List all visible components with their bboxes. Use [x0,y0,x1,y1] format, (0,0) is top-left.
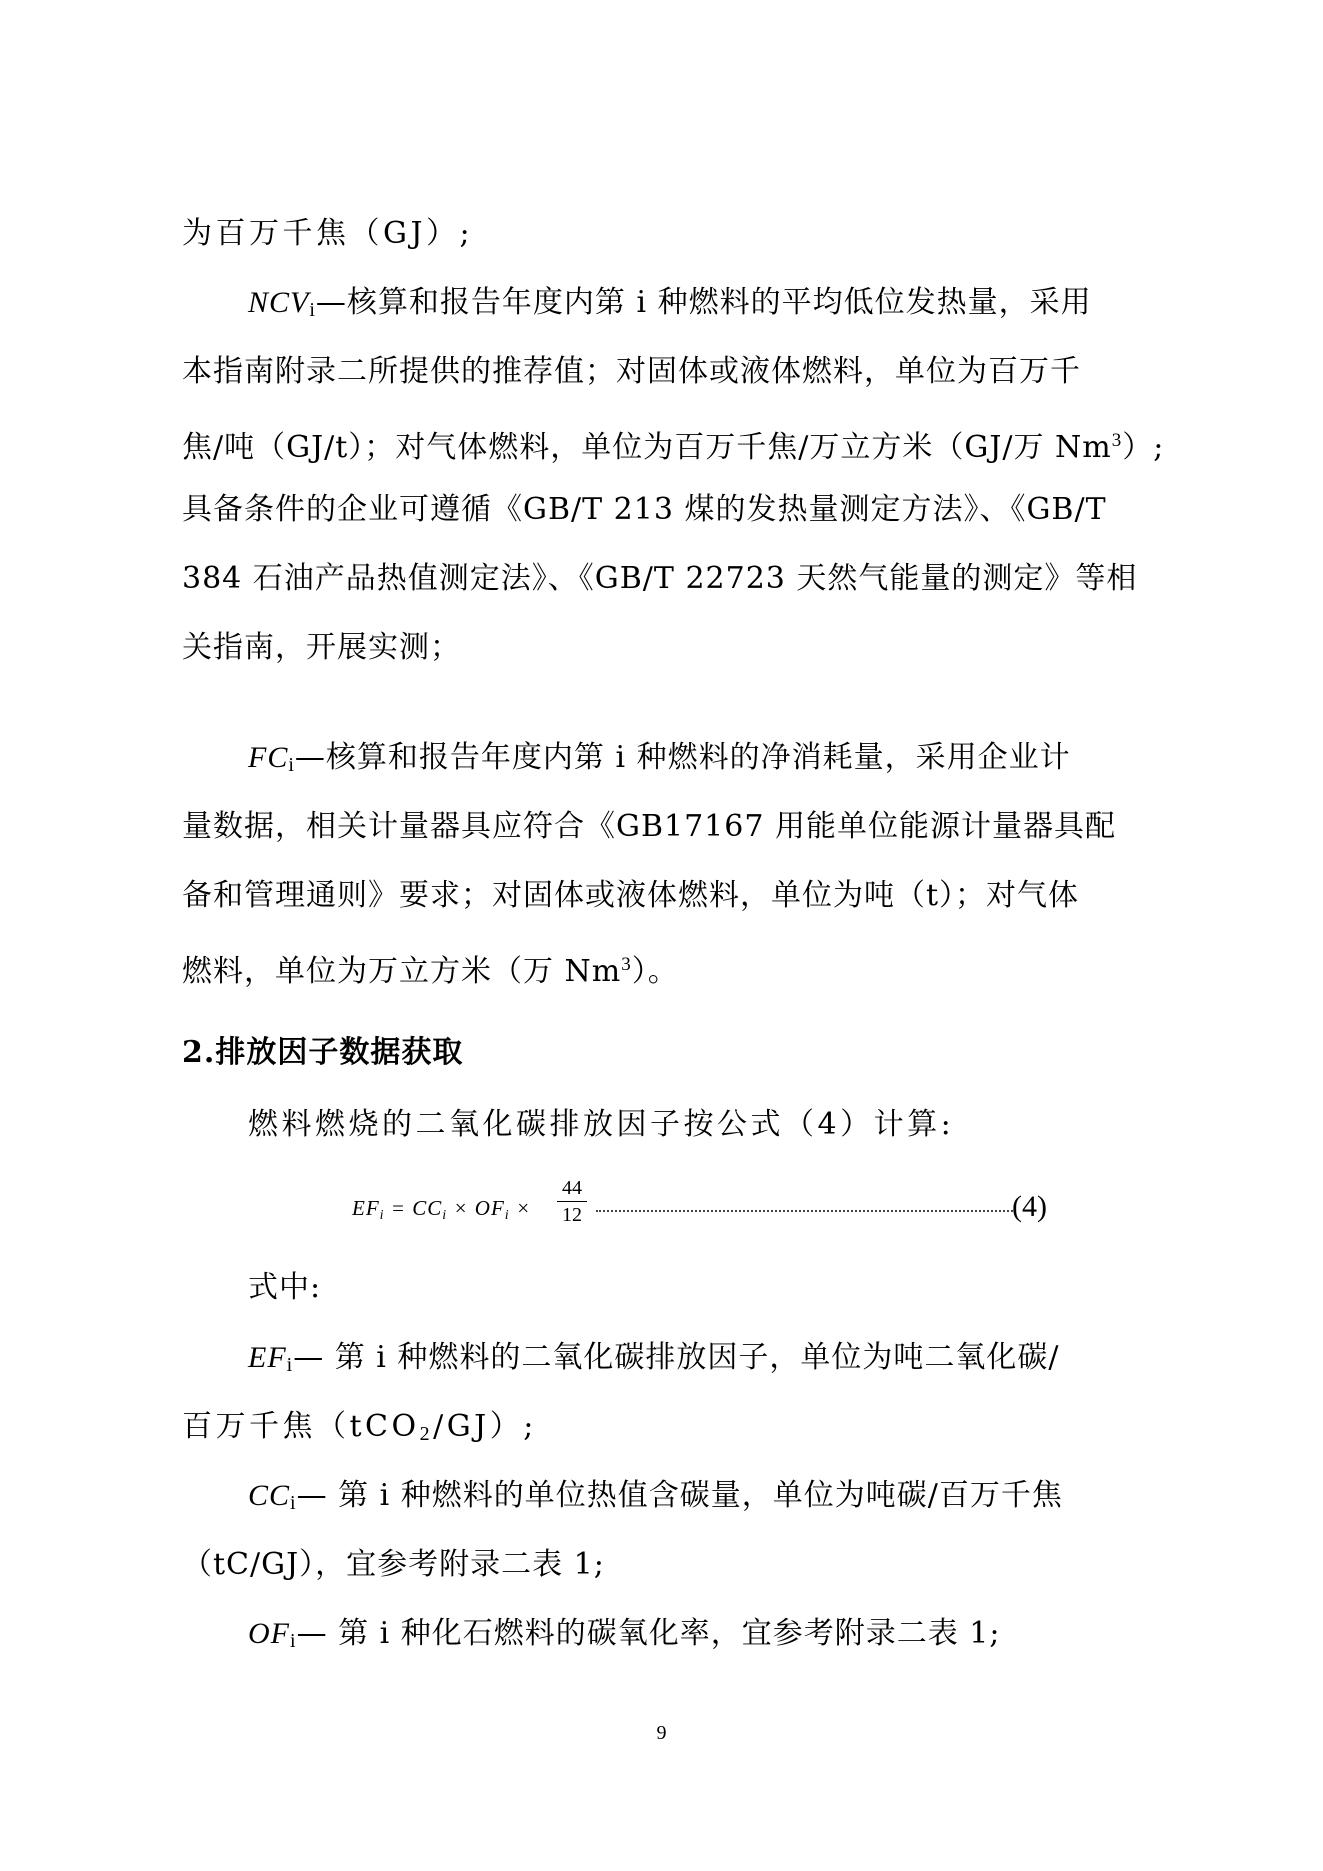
fc-definition-line [248,738,1208,785]
text-fragment: 本指南附录二所提供的推荐值；对固体或液体燃料，单位为百万千 [182,354,1081,389]
page-number: 9 [656,1722,667,1744]
text-fragment: 384 石油产品热值测定法》、《GB/T 22723 天然气能量的测定》等相 [182,561,1138,596]
text-fragment: — 第 i 种燃料的二氧化碳排放因子，单位为吨二氧化碳/ [293,1340,1060,1375]
text-fragment: — 第 i 种燃料的单位热值含碳量，单位为吨碳/百万千焦 [296,1478,1063,1513]
of-subscript: i [290,1630,297,1652]
text-line [182,876,1142,916]
cc-subscript: i [290,1492,297,1514]
text-fragment: 燃料，单位为万立方米（万 Nm [182,954,622,989]
cc-symbol: CC [248,1479,291,1512]
ef-subscript: i [286,1354,294,1376]
text-line [182,807,1142,847]
text-line [182,214,1142,254]
text-fragment: 具备条件的企业可遵循《GB/T 213 煤的发热量测定方法》、《GB/T [182,492,1107,527]
text-fragment: 燃料燃烧的二氧化碳排放因子按公式（4）计算: [248,1107,955,1142]
text-fragment: 2.排放因子数据获取 [182,1035,464,1070]
formula-subscript: i [379,1208,385,1223]
text-fragment: 百万千焦（tCO [182,1409,420,1444]
superscript: 3 [1111,430,1123,451]
text-line [248,1105,1208,1145]
text-line [182,490,1142,530]
formula-number: (4) [1012,1190,1047,1223]
text-line [182,559,1142,599]
ef-definition-line [248,1338,1208,1385]
text-line [182,1407,1142,1454]
text-fragment: ）。 [631,954,679,989]
text-line [182,1545,1142,1585]
fraction-denominator: 12 [562,1204,582,1226]
text-fragment: —核算和报告年度内第 i 种燃料的平均低位发热量，采用 [315,285,1092,320]
text-fragment: — 第 i 种化石燃料的碳氧化率，宜参考附录二表 1; [296,1616,1001,1651]
fraction-numerator: 44 [557,1176,587,1202]
formula-fraction [557,1176,587,1227]
text-fragment: 为百万千焦（GJ）; [182,216,474,251]
section-heading [182,1033,1142,1073]
text-fragment: 量数据，相关计量器具应符合《GB17167 用能单位能源计量器具配 [182,809,1116,844]
formula-times: × [509,1196,532,1220]
formula-subscript: i [442,1208,448,1223]
text-fragment: /GJ）; [433,1409,537,1444]
formula-subscript: i [504,1208,510,1223]
cc-definition-line [248,1476,1208,1523]
ncv-definition-line [248,283,1208,330]
of-definition-line [248,1614,1208,1661]
subscript: 2 [419,1423,434,1445]
text-fragment: 备和管理通则》要求；对固体或液体燃料，单位为吨（t）；对气体 [182,878,1080,913]
formula-4 [352,1172,1072,1242]
text-fragment: —核算和报告年度内第 i 种燃料的净消耗量，采用企业计 [294,740,1071,775]
text-fragment: （tC/GJ），宜参考附录二表 1; [182,1547,605,1582]
superscript: 3 [621,954,632,975]
of-symbol: OF [248,1617,290,1650]
text-line [182,628,1142,668]
ef-symbol: EF [248,1341,287,1374]
text-fragment: 焦/吨（GJ/t）；对气体燃料，单位为百万千焦/万立方米（GJ/万 Nm [182,430,1112,465]
fc-symbol: FC [248,741,289,774]
fc-subscript: i [288,754,295,776]
text-fragment: ）; [1122,430,1165,465]
formula-cc: = CC [384,1196,443,1220]
dot-leader [596,1210,1016,1212]
text-fragment: 关指南，开展实测； [182,630,461,665]
text-line [182,352,1142,392]
ncv-symbol: NCV [248,286,310,319]
text-line [248,1268,1208,1308]
text-fragment: 式中: [248,1270,322,1305]
ncv-subscript: i [309,299,316,321]
text-line [182,421,1165,468]
formula-ef: EF [352,1196,380,1220]
formula-of: × OF [447,1196,505,1220]
text-line [182,945,1142,992]
formula-expression [352,1196,531,1224]
